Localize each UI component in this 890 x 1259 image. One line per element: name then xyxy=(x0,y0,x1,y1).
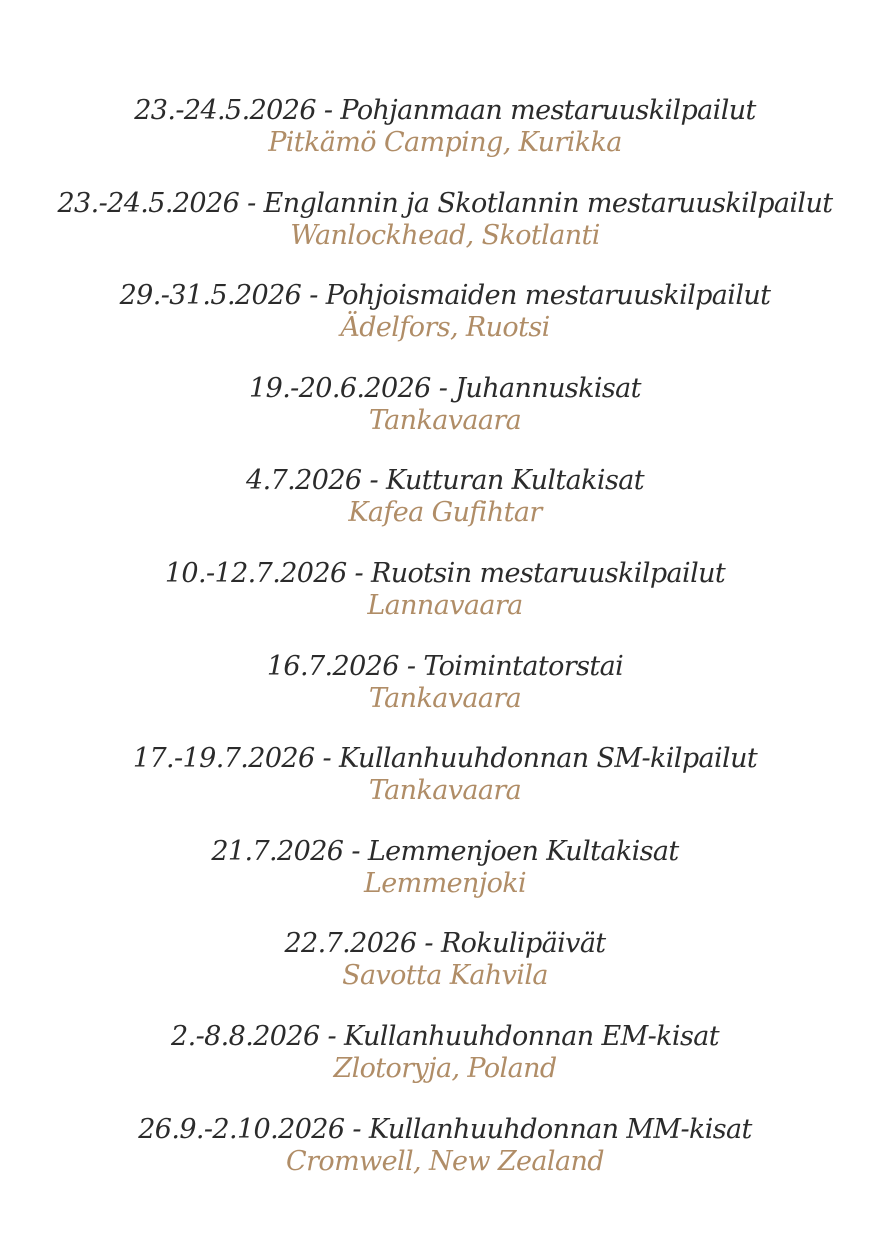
event-location: Zlotoryja, Poland xyxy=(333,1052,557,1084)
event-title: 23.-24.5.2026 - Pohjanmaan mestaruuskilpailut xyxy=(134,95,756,126)
event-title: 29.-31.5.2026 - Pohjoismaiden mestaruuskilpailut xyxy=(119,280,771,312)
event-title: 17.-19.7.2026 - Kullanhuuhdonnan SM-kilpailut xyxy=(132,743,758,775)
event-location: Lannavaara xyxy=(367,589,523,621)
event-location: Cromwell, New Zealand xyxy=(286,1145,604,1177)
event-item xyxy=(0,464,890,557)
event-title: 26.9.-2.10.2026 - Kullanhuuhdonnan MM-kisat xyxy=(138,1113,752,1145)
event-location: Tankavaara xyxy=(368,404,522,436)
event-location: Wanlockhead, Skotlanti xyxy=(290,219,600,251)
event-item xyxy=(0,372,890,465)
event-location: Kafea Gufihtar xyxy=(348,497,542,529)
event-item xyxy=(0,94,890,187)
event-location: Tankavaara xyxy=(368,682,522,714)
event-title: 10.-12.7.2026 - Ruotsin mestaruuskilpailut xyxy=(164,557,726,589)
event-title: 19.-20.6.2026 - Juhannuskisat xyxy=(249,372,641,404)
event-item xyxy=(0,927,890,1020)
event-location: Ädelfors, Ruotsi xyxy=(340,312,550,344)
event-location: Lemmenjoki xyxy=(363,867,527,899)
event-item xyxy=(0,742,890,835)
event-title: 23.-24.5.2026 - Englannin ja Skotlannin mestaruuskilpailut xyxy=(57,187,833,219)
event-location: Tankavaara xyxy=(368,775,522,807)
event-title: 22.7.2026 - Rokulipäivät xyxy=(284,928,606,960)
event-location: Pitkämö Camping, Kurikka xyxy=(268,127,622,158)
event-title: 21.7.2026 - Lemmenjoen Kultakisat xyxy=(211,835,679,867)
event-item xyxy=(0,650,890,743)
event-item xyxy=(0,279,890,372)
event-item xyxy=(0,187,890,280)
event-location: Savotta Kahvila xyxy=(342,960,548,992)
event-item xyxy=(0,1020,890,1113)
event-item xyxy=(0,1113,890,1206)
event-item xyxy=(0,835,890,928)
event-list xyxy=(0,94,890,1205)
event-title: 16.7.2026 - Toimintatorstai xyxy=(266,650,624,682)
event-title: 2.-8.8.2026 - Kullanhuuhdonnan EM-kisat xyxy=(171,1020,719,1052)
event-title: 4.7.2026 - Kutturan Kultakisat xyxy=(246,465,644,497)
event-item xyxy=(0,557,890,650)
